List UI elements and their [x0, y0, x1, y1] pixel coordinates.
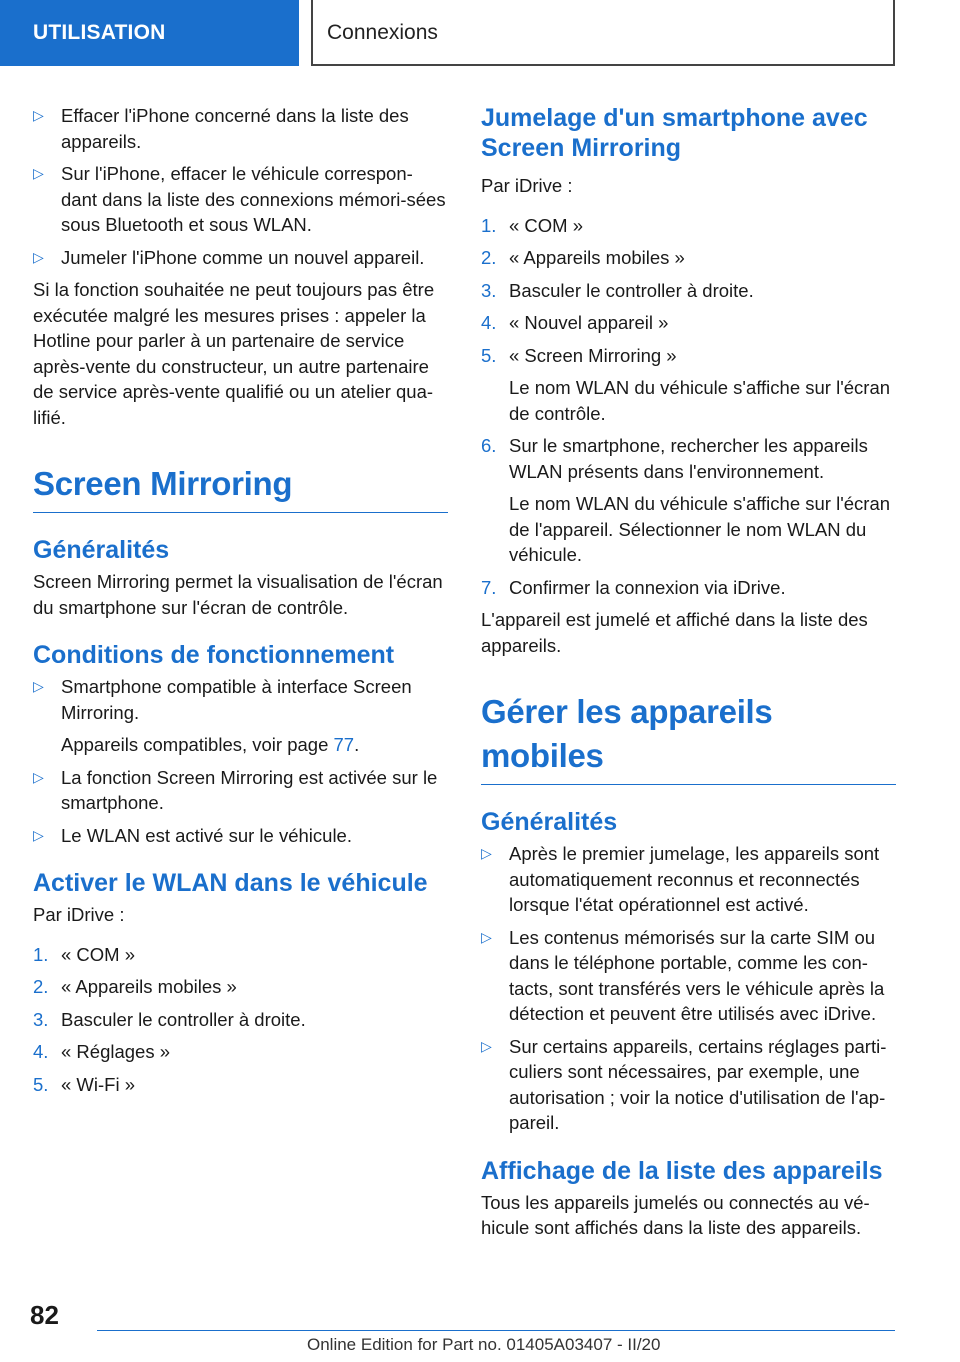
heading-generalites: Généralités — [481, 808, 618, 836]
triangle-bullet-icon: ▷ — [33, 107, 44, 123]
header-chapter-title: Connexions — [311, 0, 895, 66]
triangle-bullet-icon: ▷ — [33, 826, 44, 843]
list-item: 3. Basculer le controller à droite. — [481, 279, 754, 301]
list-item: ▷ Les contenus mémorisés sur la carte SIM ou dans le téléphone portable, comme les con-tacts, sont transférés vers le véhicule après la détection et peuvent être utilisés avec iDrive. — [481, 926, 885, 1024]
list-item: ▷ Effacer l'iPhone concerné dans la liste des appareils. — [33, 105, 409, 152]
heading-conditions: Conditions de fonctionnement — [33, 641, 395, 669]
par-idrive-label: Par iDrive : — [33, 904, 125, 925]
compatible-devices-note: Appareils compatibles, voir page 77. — [61, 734, 360, 755]
list-item: ▷ Le WLAN est activé sur le véhicule. — [33, 823, 448, 849]
list-item: ▷ Smartphone compatible à interface Screen Mirroring. Appareils compatibles, voir page 77. — [33, 674, 448, 758]
list-item: ▷ Jumeler l'iPhone comme un nouvel appareil. — [33, 245, 448, 271]
list-item: ▷ Après le premier jumelage, les appareils sont automatiquement reconnus et reconnectés lorsque l'état opérationnel est activé. — [481, 843, 880, 915]
triangle-bullet-icon: ▷ — [481, 1037, 492, 1054]
triangle-bullet-icon: ▷ — [481, 928, 492, 945]
affichage-paragraph: Tous les appareils jumelés ou connectés au vé-hicule sont affichés dans la liste des appareils. — [481, 1191, 870, 1238]
hotline-paragraph: Si la fonction souhaitée ne peut toujours pas être exécutée malgré les mesures prises : appeler la Hotline pour parler à un partenaire de service après-vente du constructeur, un autre partenaire de service après-vente qualifié ou un atelier qua-lifié. — [33, 279, 435, 428]
section-title-screen-mirroring: Screen Mirroring — [33, 462, 448, 513]
right-column — [481, 103, 896, 1249]
pairing-steps-list — [481, 213, 896, 601]
paired-paragraph: L'appareil est jumelé et affiché dans la liste des appareils. — [481, 609, 868, 656]
page-reference-link[interactable]: 77 — [333, 734, 355, 755]
left-column — [33, 103, 448, 1104]
iphone-bullet-list — [33, 103, 448, 270]
list-item: 4. « Réglages » — [33, 1041, 171, 1062]
wlan-steps-list — [33, 942, 448, 1098]
conditions-list — [33, 674, 448, 848]
generalites-bullet-list — [481, 841, 896, 1136]
list-item: 7. Confirmer la connexion via iDrive. — [481, 576, 786, 598]
list-item: 5. « Screen Mirroring » Le nom WLAN du véhicule s'affiche sur l'écran de contrôle. — [481, 343, 896, 427]
footer-edition-text: Online Edition for Part no. 01405A03407 - II/20 — [307, 1335, 661, 1354]
list-item: 1. « COM » — [481, 214, 584, 236]
generalites-paragraph: Screen Mirroring permet la visualisation de l'écran du smartphone sur l'écran de contrôle. — [33, 571, 443, 618]
section-title-gerer-appareils: Gérer les appareils mobiles — [481, 690, 896, 785]
page-number: 82 — [30, 1300, 59, 1330]
heading-activer-wlan: Activer le WLAN dans le véhicule — [33, 869, 428, 897]
step-note: Le nom WLAN du véhicule s'affiche sur l'écran de l'appareil. Sélectionner le nom WLAN du véhicule. — [509, 493, 891, 565]
triangle-bullet-icon: ▷ — [481, 845, 492, 861]
list-item: ▷ Sur certains appareils, certains réglages parti-culiers sont nécessaires, par exemple, une autorisation ; voir la notice d'utilisation de l'ap-pareil. — [481, 1035, 887, 1133]
list-item: 2. « Appareils mobiles » — [481, 247, 685, 268]
triangle-bullet-icon: ▷ — [33, 248, 44, 265]
list-item: ▷ La fonction Screen Mirroring est activée sur le smartphone. — [33, 766, 438, 813]
triangle-bullet-icon: ▷ — [33, 768, 44, 785]
triangle-bullet-icon: ▷ — [33, 678, 44, 694]
list-item: 6. Sur le smartphone, rechercher les appareils WLAN présents dans l'environnement. Le nom WLAN du véhicule s'affiche sur l'écran de l'appareil. Sélectionner le nom WLAN du véhicule. — [481, 433, 896, 568]
list-item: 4. « Nouvel appareil » — [481, 312, 669, 333]
heading-affichage-liste: Affichage de la liste des appareils — [481, 1156, 883, 1185]
list-item: 5. « Wi-Fi » — [33, 1073, 135, 1095]
list-item: 1. « COM » — [33, 943, 136, 965]
heading-generalites: Généralités — [33, 536, 170, 564]
list-item: ▷ Sur l'iPhone, effacer le véhicule correspon-dant dans la liste des connexions mémori-sées sous Bluetooth et sous WLAN. — [33, 163, 446, 235]
list-item: 3. Basculer le controller à droite. — [33, 1008, 306, 1030]
footer-divider — [97, 1330, 895, 1331]
triangle-bullet-icon: ▷ — [33, 165, 44, 181]
header-section-tab: UTILISATION — [0, 0, 299, 66]
par-idrive-label: Par iDrive : — [481, 175, 573, 196]
list-item: 2. « Appareils mobiles » — [33, 976, 237, 997]
heading-jumelage: Jumelage d'un smartphone avec Screen Mirroring — [481, 104, 868, 162]
step-note: Le nom WLAN du véhicule s'affiche sur l'écran de contrôle. — [509, 377, 891, 424]
